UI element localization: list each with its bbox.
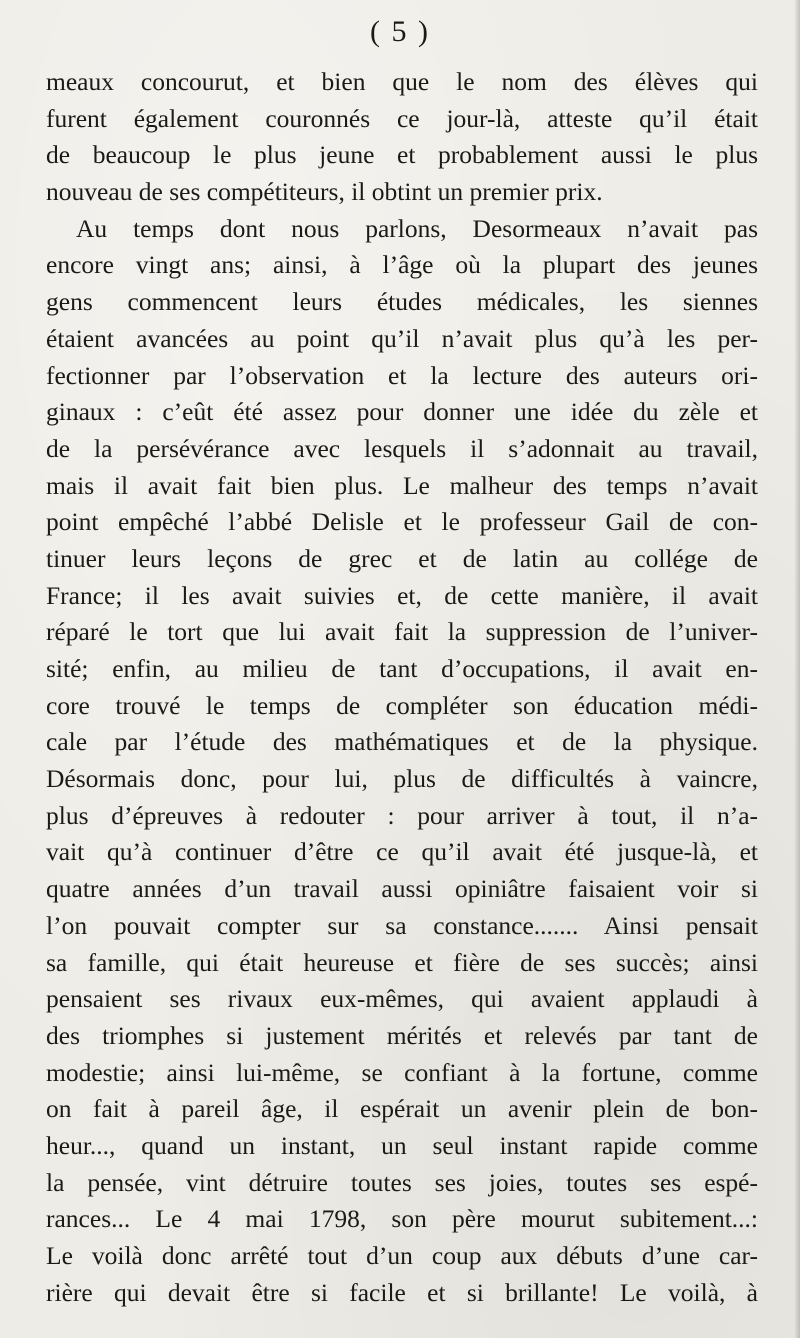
text-line: furent également couronnés ce jour-là, atteste qu’il était <box>46 103 758 133</box>
text-line: point empêché l’abbé Delisle et le professeur Gail de con- <box>46 507 758 537</box>
text-line: core trouvé le temps de compléter son éducation médi- <box>46 690 758 720</box>
text-line: encore vingt ans; ainsi, à l’âge où la plupart des jeunes <box>46 250 758 280</box>
text-line: pensaient ses rivaux eux-mêmes, qui avaient applaudi à <box>46 984 758 1014</box>
text-line: France; il les avait suivies et, de cette manière, il avait <box>46 580 758 610</box>
text-line: vait qu’à continuer d’être ce qu’il avait été jusque-là, et <box>46 837 758 867</box>
text-line: l’on pouvait compter sur sa constance....... Ainsi pensait <box>46 910 758 940</box>
text-line: on fait à pareil âge, il espérait un avenir plein de bon- <box>46 1094 758 1124</box>
text-line: sa famille, qui était heureuse et fière de ses succès; ainsi <box>46 947 758 977</box>
text-line: plus d’épreuves à redouter : pour arriver à tout, il n’a- <box>46 800 758 830</box>
text-line: rances... Le 4 mai 1798, son père mourut subitement...: <box>46 1204 758 1234</box>
text-line: la pensée, vint détruire toutes ses joies, toutes ses espé- <box>46 1167 758 1197</box>
text-line: quatre années d’un travail aussi opiniâtre faisaient voir si <box>46 874 758 904</box>
text-line: Désormais donc, pour lui, plus de difficultés à vaincre, <box>46 764 758 794</box>
text-line: Le voilà donc arrêté tout d’un coup aux débuts d’une car- <box>46 1241 758 1270</box>
text-line: mais il avait fait bien plus. Le malheur des temps n’avait <box>46 470 758 500</box>
text-line: de beaucoup le plus jeune et probablement aussi le plus <box>46 140 758 170</box>
text-line: meaux concourut, et bien que le nom des élèves qui <box>46 67 758 96</box>
text-line: fectionner par l’observation et la lecture des auteurs ori- <box>46 360 758 390</box>
text-line: nouveau de ses compétiteurs, il obtint un premier prix. <box>46 177 603 207</box>
text-line: des triomphes si justement mérités et relevés par tant de <box>46 1020 758 1050</box>
text-line: tinuer leurs leçons de grec et de latin au collége de <box>46 543 758 573</box>
page-edge-shadow <box>794 0 800 1338</box>
text-line: étaient avancées au point qu’il n’avait plus qu’à les per- <box>46 323 758 353</box>
text-line: réparé le tort que lui avait fait la suppression de l’univer- <box>46 617 758 647</box>
text-line: modestie; ainsi lui-même, se confiant à la fortune, comme <box>46 1057 758 1087</box>
text-line: sité; enfin, au milieu de tant d’occupations, il avait en- <box>46 654 758 683</box>
page-number: ( 5 ) <box>370 15 430 48</box>
text-line: de la persévérance avec lesquels il s’adonnait au travail, <box>46 433 758 463</box>
text-line: ginaux : c’eût été assez pour donner une idée du zèle et <box>46 397 758 427</box>
text-line: cale par l’étude des mathématiques et de la physique. <box>46 727 758 757</box>
body-text <box>46 64 758 1311</box>
text-line: Au temps dont nous parlons, Desormeaux n’avait pas <box>76 213 758 243</box>
text-line: heur..., quand un instant, un seul instant rapide comme <box>46 1130 758 1160</box>
text-line: rière qui devait être si facile et si brillante! Le voilà, à <box>46 1277 758 1307</box>
text-line: gens commencent leurs études médicales, les siennes <box>46 287 758 317</box>
